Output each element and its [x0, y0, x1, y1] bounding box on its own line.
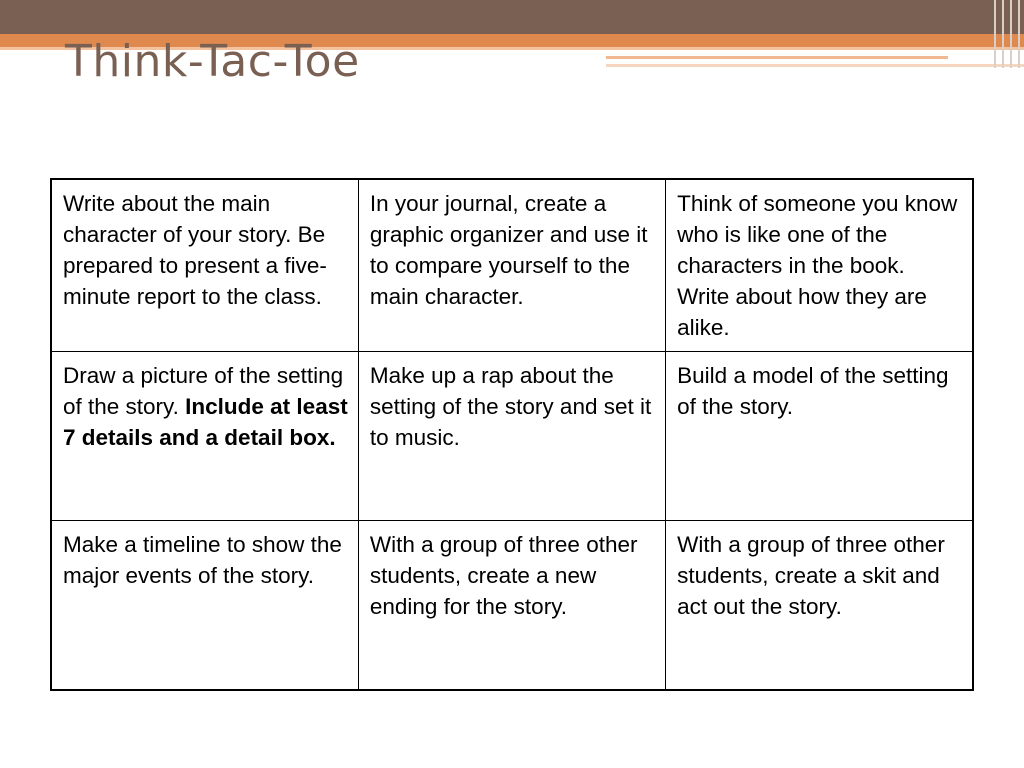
cell-text: Draw a picture of the setting of the story.: [63, 363, 344, 419]
cell-text: With a group of three other students, create a new ending for the story.: [369, 532, 638, 619]
grid-cell: [358, 179, 665, 352]
think-tac-toe-grid: [50, 178, 974, 691]
cell-text: Think of someone you know who is like one of the characters in the book. Write about how they are alike.: [677, 191, 958, 340]
header-stripe: [606, 56, 948, 59]
grid-cell: [51, 352, 358, 521]
grid-cell: [358, 521, 665, 690]
header-vertical-line: [994, 0, 996, 68]
header-vertical-line: [1002, 0, 1004, 68]
grid-cell: [666, 179, 973, 352]
grid-cell: [666, 352, 973, 521]
header-band-dark: [0, 0, 1024, 34]
grid-cell: [358, 352, 665, 521]
slide-title: Think-Tac-Toe: [65, 36, 360, 87]
grid-cell: [666, 521, 973, 690]
cell-text: Build a model of the setting of the story.: [677, 363, 949, 419]
cell-text: With a group of three other students, create a skit and act out the story.: [677, 532, 945, 619]
cell-text: Write about the main character of your story. Be prepared to present a five-minute report to the class.: [63, 191, 327, 309]
header-vertical-line: [1010, 0, 1012, 68]
cell-text: Make up a rap about the setting of the story and set it to music.: [369, 363, 652, 450]
grid-row: [51, 352, 973, 521]
grid-cell: [51, 179, 358, 352]
header-vertical-line: [1018, 0, 1020, 68]
grid-row: [51, 521, 973, 690]
cell-text: In your journal, create a graphic organizer and use it to compare yourself to the main character.: [369, 191, 648, 309]
grid-row: [51, 179, 973, 352]
cell-text: Make a timeline to show the major events of the story.: [63, 532, 342, 588]
grid-cell: [51, 521, 358, 690]
header-stripe: [606, 64, 1024, 67]
cell-bold-text: Include at least 7 details and a detail box.: [63, 394, 348, 450]
